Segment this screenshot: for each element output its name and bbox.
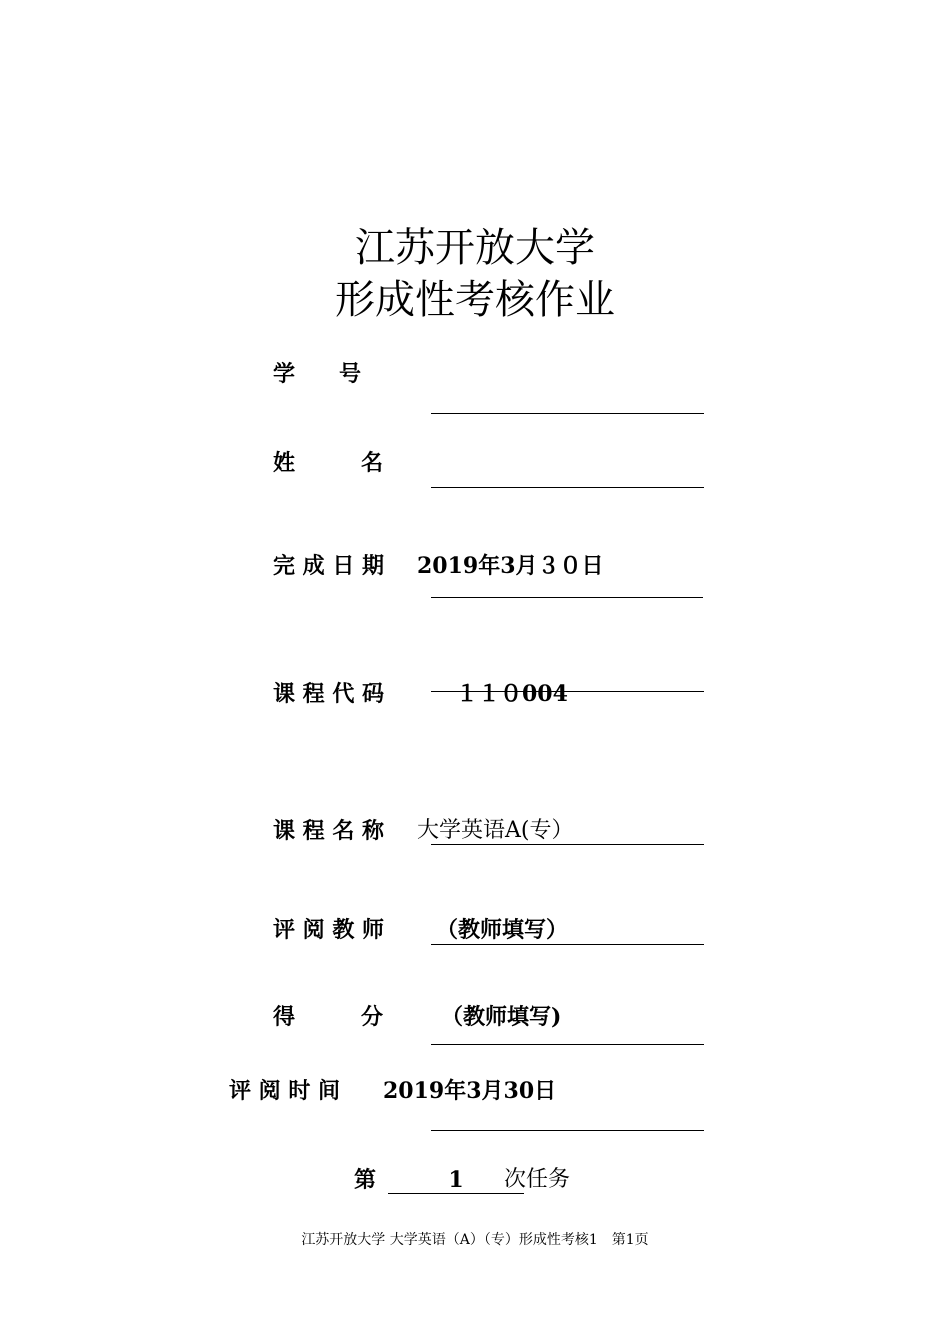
- review-time-label: 评 阅 时 间: [229, 1078, 340, 1104]
- reviewer-underline: [431, 944, 704, 945]
- score-underline: [431, 1044, 704, 1045]
- reviewer-value[interactable]: （教师填写）: [436, 917, 569, 943]
- course-code-value[interactable]: １１０004: [456, 681, 568, 707]
- completion-date-label: 完 成 日 期: [273, 553, 384, 579]
- name-underline: [431, 487, 704, 488]
- course-name-value[interactable]: 大学英语A(专）: [417, 818, 574, 843]
- review-time-value[interactable]: 2019年3月30日: [383, 1078, 557, 1104]
- course-name-label: 课 程 名 称: [273, 818, 384, 844]
- review-time-underline: [431, 1130, 704, 1131]
- page-footer: 江苏开放大学 大学英语（A）（专）形成性考核1 第1页: [301, 1232, 649, 1248]
- document-title-university: 江苏开放大学: [355, 225, 595, 271]
- completion-date-underline: [431, 597, 703, 598]
- score-label: 得 分: [273, 1004, 384, 1030]
- reviewer-label: 评 阅 教 师: [273, 917, 384, 943]
- score-value[interactable]: （教师填写): [441, 1004, 562, 1030]
- course-code-label: 课 程 代 码: [273, 681, 384, 707]
- task-prefix: 第: [354, 1167, 377, 1193]
- document-title-assignment: 形成性考核作业: [335, 277, 615, 323]
- task-number: 1: [448, 1167, 464, 1193]
- task-suffix: 次任务: [504, 1167, 571, 1192]
- course-name-underline: [431, 844, 704, 845]
- completion-date-value[interactable]: 2019年3月３０日: [417, 553, 604, 579]
- student-id-underline: [431, 413, 704, 414]
- course-code-underline: [431, 691, 704, 692]
- student-id-label: 学 号: [273, 361, 362, 387]
- name-label: 姓 名: [273, 450, 384, 476]
